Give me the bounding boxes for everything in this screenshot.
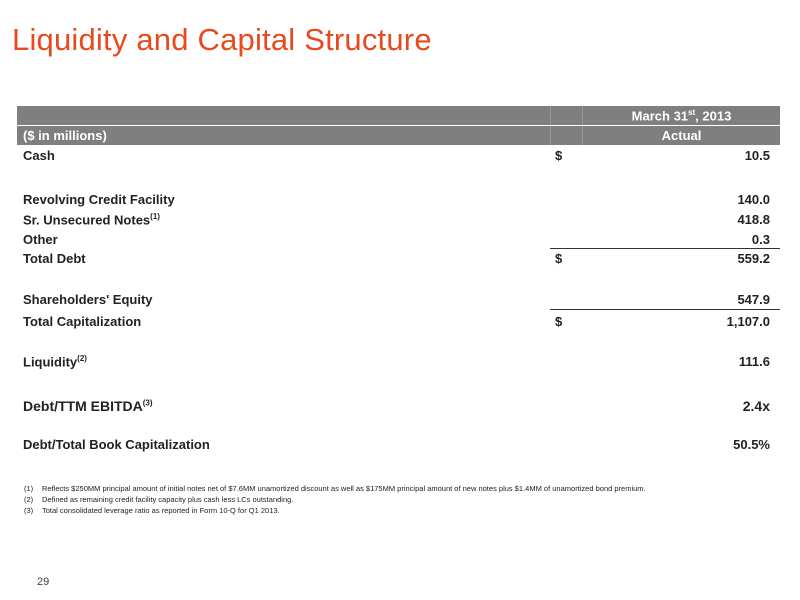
page-number: 29 [37, 576, 50, 588]
header-units: ($ in millions) [23, 128, 107, 143]
row-total-debt: Total Debt $ 559.2 [23, 251, 770, 266]
row-total-capitalization: Total Capitalization $ 1,107.0 [23, 314, 770, 329]
page-title: Liquidity and Capital Structure [12, 22, 432, 57]
subtotal-rule [550, 248, 780, 249]
row-shareholders-equity: Shareholders' Equity 547.9 [23, 292, 770, 307]
capital-structure-table [17, 106, 780, 452]
row-revolving-credit: Revolving Credit Facility 140.0 [23, 192, 770, 207]
row-debt-ttm-ebitda: Debt/TTM EBITDA$^{(3)}$ 2.4x [23, 398, 770, 414]
row-liquidity: Liquidity$^{(2)}$ 111.6 [23, 354, 770, 370]
row-sr-unsecured-notes: Sr. Unsecured Notes$^{(1)}$ 418.8 [23, 212, 770, 228]
row-other: Other 0.3 [23, 232, 770, 247]
table-header-date-row [17, 106, 780, 125]
header-date: March 31st, 2013 [631, 108, 732, 124]
row-debt-total-book-cap: Debt/Total Book Capitalization 50.5% [23, 437, 770, 452]
header-actual: Actual [661, 128, 702, 143]
row-cash: Cash $ 10.5 [23, 148, 770, 163]
subtotal-rule [550, 309, 780, 310]
table-header-units-row [17, 126, 780, 145]
